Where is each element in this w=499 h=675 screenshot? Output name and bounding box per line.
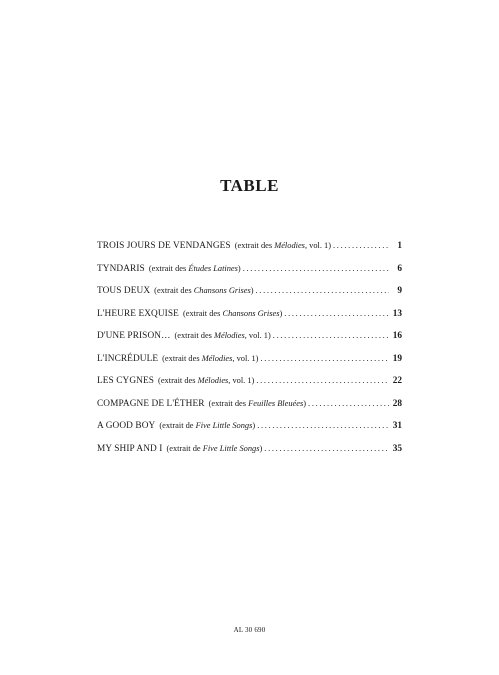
source-suffix: ) bbox=[279, 308, 283, 318]
source-prefix: (extrait des bbox=[148, 263, 189, 273]
source-prefix: (extrait de bbox=[159, 421, 196, 430]
source-suffix: ) bbox=[259, 443, 263, 453]
toc-entry-title: D'UNE PRISON… bbox=[97, 331, 171, 341]
toc-entry[interactable] bbox=[97, 399, 402, 422]
source-suffix: ) bbox=[252, 421, 256, 430]
dot-leader bbox=[257, 421, 389, 430]
source-suffix: , vol. 1) bbox=[228, 376, 255, 385]
toc-entry-source bbox=[155, 421, 255, 430]
toc-entry-page-number: 22 bbox=[392, 376, 402, 386]
toc-entry-title: LES CYGNES bbox=[97, 376, 155, 386]
source-prefix: (extrait de bbox=[166, 443, 203, 453]
source-prefix: (extrait des bbox=[182, 308, 223, 318]
toc-entry-title: TYNDARIS bbox=[97, 263, 145, 274]
source-work: Five Little Songs bbox=[202, 443, 260, 453]
toc-entry-source bbox=[231, 241, 331, 250]
source-suffix: , vol. 1) bbox=[232, 353, 259, 363]
toc-entry-page-number: 19 bbox=[392, 353, 402, 364]
source-prefix: (extrait des bbox=[154, 286, 194, 295]
table-of-contents bbox=[97, 241, 402, 466]
toc-entry-page-number: 1 bbox=[397, 241, 402, 251]
toc-entry-title: TROIS JOURS DE VENDANGES bbox=[97, 241, 231, 251]
toc-entry-title: TOUS DEUX bbox=[97, 286, 151, 296]
dot-leader bbox=[333, 241, 389, 250]
source-work: Mélodies bbox=[274, 241, 305, 250]
source-work: Études Latines bbox=[188, 263, 238, 273]
source-prefix: (extrait des bbox=[174, 331, 215, 340]
toc-entry[interactable] bbox=[97, 309, 402, 332]
source-work: Mélodies bbox=[197, 376, 229, 385]
toc-entry-title: L'HEURE EXQUISE bbox=[97, 308, 179, 319]
toc-entry-page-number: 6 bbox=[397, 263, 402, 274]
dot-leader bbox=[284, 309, 389, 318]
source-prefix: (extrait des bbox=[162, 353, 202, 363]
toc-entry-source bbox=[158, 354, 258, 363]
toc-entry-source bbox=[205, 399, 306, 408]
dot-leader bbox=[308, 399, 389, 408]
toc-entry[interactable] bbox=[97, 376, 402, 399]
toc-entry[interactable] bbox=[97, 354, 402, 377]
toc-entry-source bbox=[170, 331, 270, 340]
dot-leader bbox=[260, 354, 389, 363]
source-prefix: (extrait des bbox=[208, 398, 249, 408]
dot-leader bbox=[243, 264, 389, 273]
source-suffix: , vol. 1) bbox=[304, 241, 331, 250]
toc-entry-page-number: 35 bbox=[392, 443, 402, 454]
toc-entry-page-number: 9 bbox=[397, 286, 402, 296]
dot-leader bbox=[256, 376, 389, 385]
source-prefix: (extrait des bbox=[234, 241, 275, 250]
source-work: Feuilles Bleuées bbox=[248, 398, 304, 408]
toc-entry-page-number: 31 bbox=[392, 421, 402, 431]
source-suffix: ) bbox=[303, 398, 307, 408]
dot-leader bbox=[256, 286, 389, 295]
source-work: Chansons Grises bbox=[193, 286, 251, 295]
toc-entry-title: COMPAGNE DE L'ÉTHER bbox=[97, 398, 205, 409]
toc-entry[interactable] bbox=[97, 421, 402, 444]
source-work: Mélodies bbox=[201, 353, 233, 363]
toc-entry-source bbox=[154, 376, 254, 385]
source-work: Chansons Grises bbox=[222, 308, 280, 318]
toc-entry-source bbox=[150, 286, 253, 295]
toc-entry-title: L'INCRÉDULE bbox=[97, 353, 159, 364]
source-prefix: (extrait des bbox=[158, 376, 198, 385]
toc-entry-source bbox=[179, 309, 282, 318]
source-suffix: , vol. 1) bbox=[244, 331, 271, 340]
toc-entry-source bbox=[145, 264, 241, 273]
toc-entry-title: MY SHIP AND I bbox=[97, 443, 163, 454]
dot-leader bbox=[264, 444, 389, 453]
catalog-number: AL 30 690 bbox=[233, 626, 266, 634]
toc-entry[interactable] bbox=[97, 241, 402, 264]
toc-entry-source bbox=[162, 444, 262, 453]
toc-entry-title: A GOOD BOY bbox=[97, 421, 156, 431]
source-suffix: ) bbox=[237, 263, 241, 273]
toc-entry-page-number: 16 bbox=[392, 331, 402, 341]
page-title: TABLE bbox=[220, 176, 279, 195]
toc-entry[interactable] bbox=[97, 331, 402, 354]
toc-entry-page-number: 28 bbox=[392, 398, 402, 409]
source-suffix: ) bbox=[250, 286, 254, 295]
toc-entry-page-number: 13 bbox=[392, 308, 402, 319]
toc-entry[interactable] bbox=[97, 444, 402, 467]
source-work: Mélodies bbox=[214, 331, 245, 340]
dot-leader bbox=[273, 331, 389, 340]
toc-entry[interactable] bbox=[97, 286, 402, 309]
source-work: Five Little Songs bbox=[195, 421, 253, 430]
toc-entry[interactable] bbox=[97, 264, 402, 287]
